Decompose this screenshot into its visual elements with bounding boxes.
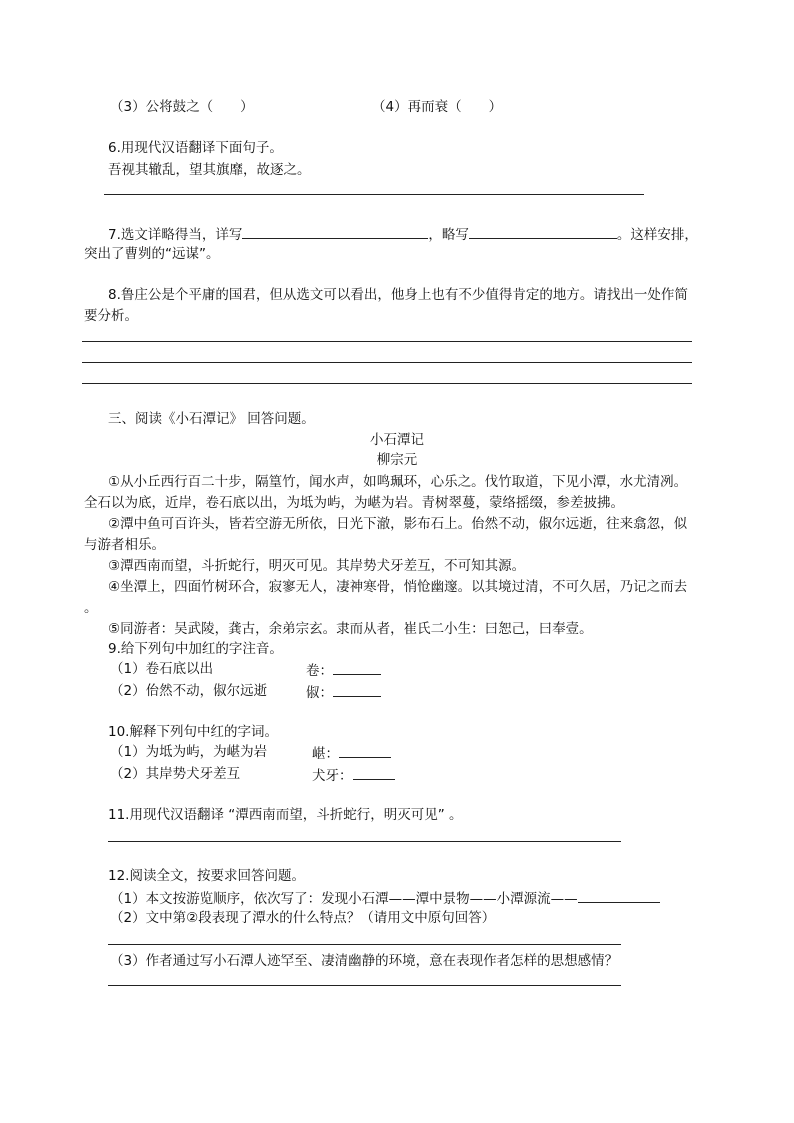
q12-sub-1-text: （1）本文按游览顺序，依次写了：发现小石潭——潭中景物——小潭源流—— [110,891,578,907]
q9-item-2: （2）佁然不动，俶尔远逝 [110,683,268,699]
q9-item-1: （1）卷石底以出 [110,661,214,677]
q12-sub-2-answer-line[interactable] [108,944,621,945]
q6-prompt: 6.用现代汉语翻译下面句子。 [108,140,283,156]
q10-item-1-blank[interactable] [339,743,391,758]
q11-answer-line[interactable] [108,841,621,842]
q7-blank-detail[interactable] [242,224,428,239]
q10-item-2-char: 犬牙： [312,768,353,784]
q12-sub-1 [110,888,660,908]
q12-sub-2: （2）文中第②段表现了潭水的什么特点？（请用文中原句回答） [110,910,496,926]
q10-item-1: （1）为坻为屿，为嵁为岩 [110,744,268,760]
passage-p1-line-1: ①从小丘西行百二十步，隔篁竹，闻水声，如鸣珮环，心乐之。伐竹取道，下见小潭，水尤清冽。 [108,474,688,490]
passage-p2-line-2: 与游者相乐。 [84,537,165,553]
q5-item-4: （4）再而衰（ ） [372,99,503,115]
passage-p4-line-1: ④坐潭上，四面竹树环合，寂寥无人，凄神寒骨，悄怆幽邃。以其境过清，不可久居，乃记之而去 [108,579,688,595]
section-3-heading: 三、阅读《小石潭记》 回答问题。 [108,411,315,427]
passage-title: 小石潭记 [370,432,424,448]
q7-blank-brief[interactable] [469,224,617,239]
q8-answer-line-2[interactable] [82,362,692,363]
passage-p2-line-1: ②潭中鱼可百许头，皆若空游无所依，日光下澈，影布石上。佁然不动，俶尔远逝，往来翕忽，似 [108,516,688,532]
q12-prompt: 12.阅读全文，按要求回答问题。 [108,868,305,884]
q7-text-1: 7.选文详略得当，详写 [108,227,243,243]
q10-item-2-answer [312,765,395,785]
q12-sub-3-answer-line[interactable] [108,985,621,986]
passage-p4-line-2: 。 [84,600,98,616]
q7-text-3: 。这样安排， [616,227,698,243]
q5-item-3: （3）公将鼓之（ ） [110,99,254,115]
q10-item-2-blank[interactable] [353,765,395,780]
q7-line-2: 突出了曹刿的“远谋”。 [84,246,220,262]
q8-line-1: 8.鲁庄公是个平庸的国君，但从选文可以看出，他身上也有不少值得肯定的地方。请找出一处作简 [108,287,688,303]
q12-sub-1-blank[interactable] [578,888,660,903]
q8-answer-line-1[interactable] [82,341,692,342]
q10-item-2: （2）其岸势犬牙差互 [110,766,241,782]
q12-sub-3: （3）作者通过写小石潭人迹罕至、凄清幽静的环境，意在表现作者怎样的思想感情？ [110,953,619,969]
q9-item-2-blank[interactable] [333,682,381,697]
passage-author: 柳宗元 [376,452,418,468]
q10-item-1-answer [312,743,391,763]
q7-text-2: ，略写 [428,227,469,243]
q11-prompt: 11.用现代汉语翻译 “潭西南而望，斗折蛇行，明灭可见” 。 [108,807,463,823]
q7-line-1 [108,224,698,244]
q10-prompt: 10.解释下列句中红的字词。 [108,724,278,740]
q6-answer-line[interactable] [104,194,644,195]
q9-item-1-blank[interactable] [333,660,381,675]
passage-p3: ③潭西南而望，斗折蛇行，明灭可见。其岸势犬牙差互，不可知其源。 [108,558,526,574]
q9-item-2-answer [306,682,381,702]
q9-prompt: 9.给下列句中加红的字注音。 [108,641,283,657]
passage-p5: ⑤同游者：吴武陵，龚古，余弟宗玄。隶而从者，崔氏二小生：曰恕己，曰奉壹。 [108,621,593,637]
q6-sentence: 吾视其辙乱，望其旗靡，故逐之。 [108,162,311,178]
passage-p1-line-2: 全石以为底，近岸，卷石底以出，为坻为屿，为嵁为岩。青树翠蔓，蒙络摇缀，参差披拂。 [84,495,624,511]
q8-answer-line-3[interactable] [82,383,692,384]
q9-item-2-char: 俶： [306,685,333,701]
q10-item-1-char: 嵁： [312,746,339,762]
q8-line-2: 要分析。 [84,308,138,324]
q9-item-1-answer [306,660,381,680]
q9-item-1-char: 卷： [306,663,333,679]
